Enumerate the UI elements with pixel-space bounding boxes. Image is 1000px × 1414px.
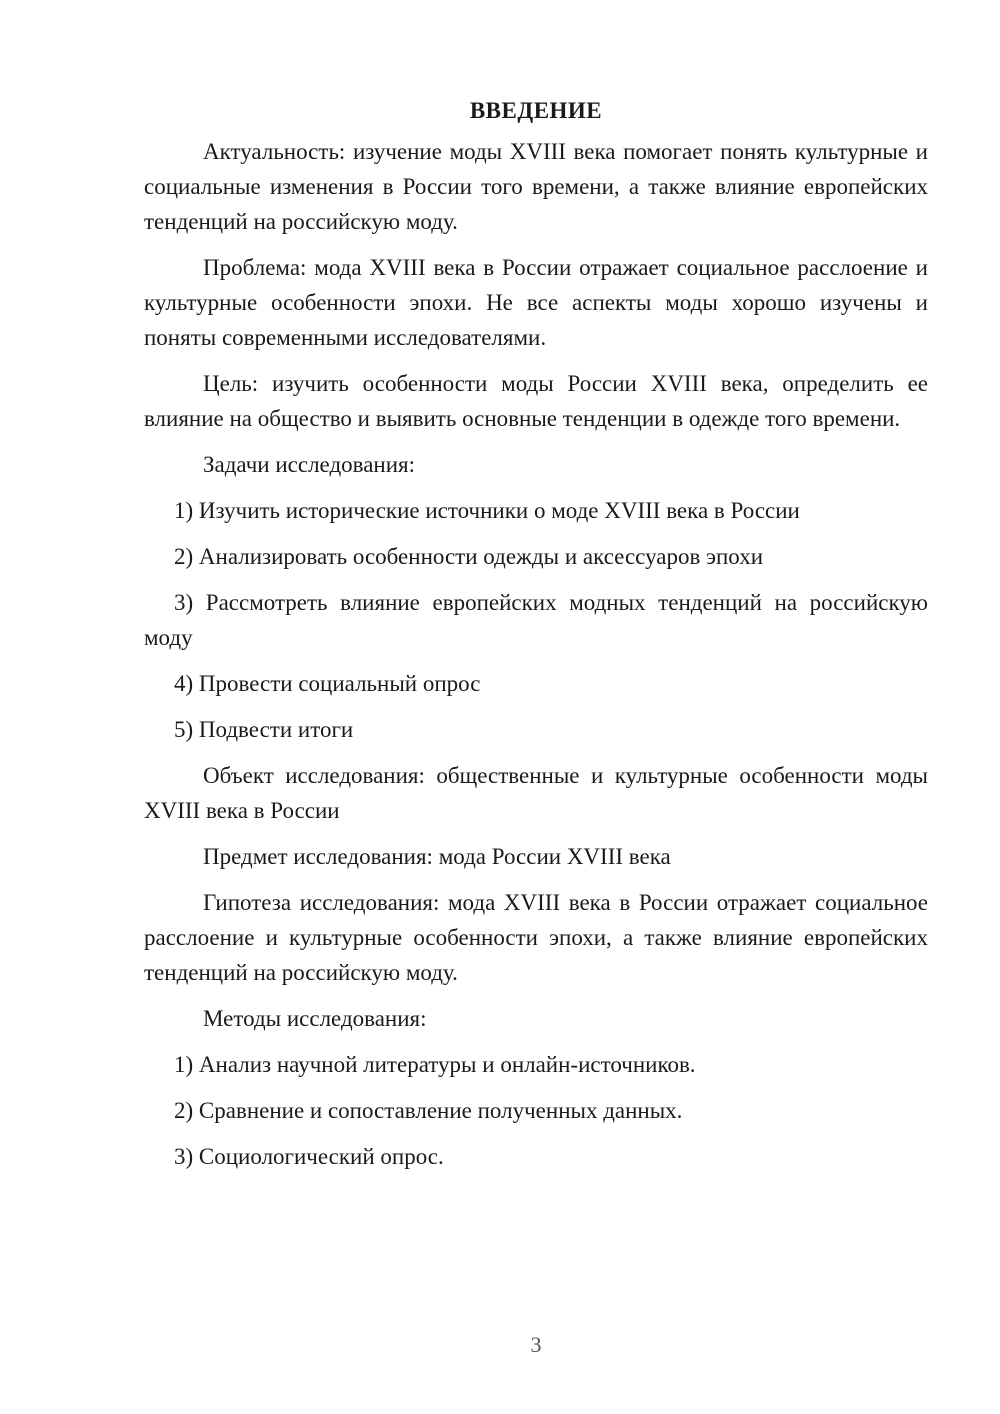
method-item: 1) Анализ научной литературы и онлайн-источников. bbox=[174, 1052, 696, 1077]
task-item: 5) Подвести итоги bbox=[174, 717, 354, 742]
document-body bbox=[144, 96, 928, 1185]
object-paragraph: Объект исследования: общественные и культурные особенности моды XVIII века в России bbox=[144, 763, 928, 823]
goal-paragraph: Цель: изучить особенности моды России XVIII века, определить ее влияние на общество и выявить основные тенденции в одежде того времени. bbox=[144, 371, 928, 431]
task-item: 2) Анализировать особенности одежды и аксессуаров эпохи bbox=[174, 544, 764, 569]
tasks-label: Задачи исследования: bbox=[203, 452, 416, 477]
problem-paragraph: Проблема: мода XVIII века в России отражает социальное расслоение и культурные особенности эпохи. Не все аспекты моды хорошо изучены и поняты современными исследователями. bbox=[144, 255, 928, 350]
method-item: 2) Сравнение и сопоставление полученных данных. bbox=[174, 1098, 683, 1123]
actuality-paragraph: Актуальность: изучение моды XVIII века помогает понять культурные и социальные изменения в России того времени, а также влияние европейских тенденций на российскую моду. bbox=[144, 139, 928, 234]
page-title: ВВЕДЕНИЕ bbox=[469, 98, 603, 123]
task-item: 1) Изучить исторические источники о моде XVIII века в России bbox=[174, 498, 800, 523]
method-item: 3) Социологический опрос. bbox=[174, 1144, 444, 1169]
task-item: 4) Провести социальный опрос bbox=[174, 671, 481, 696]
subject-paragraph: Предмет исследования: мода России XVIII века bbox=[203, 844, 671, 869]
page-number: 3 bbox=[530, 1332, 542, 1357]
hypothesis-paragraph: Гипотеза исследования: мода XVIII века в России отражает социальное расслоение и культурные особенности эпохи, а также влияние европейских тенденций на российскую моду. bbox=[144, 890, 928, 985]
task-item: 3) Рассмотреть влияние европейских модных тенденций на российскую моду bbox=[144, 590, 928, 650]
methods-label: Методы исследования: bbox=[203, 1006, 427, 1031]
